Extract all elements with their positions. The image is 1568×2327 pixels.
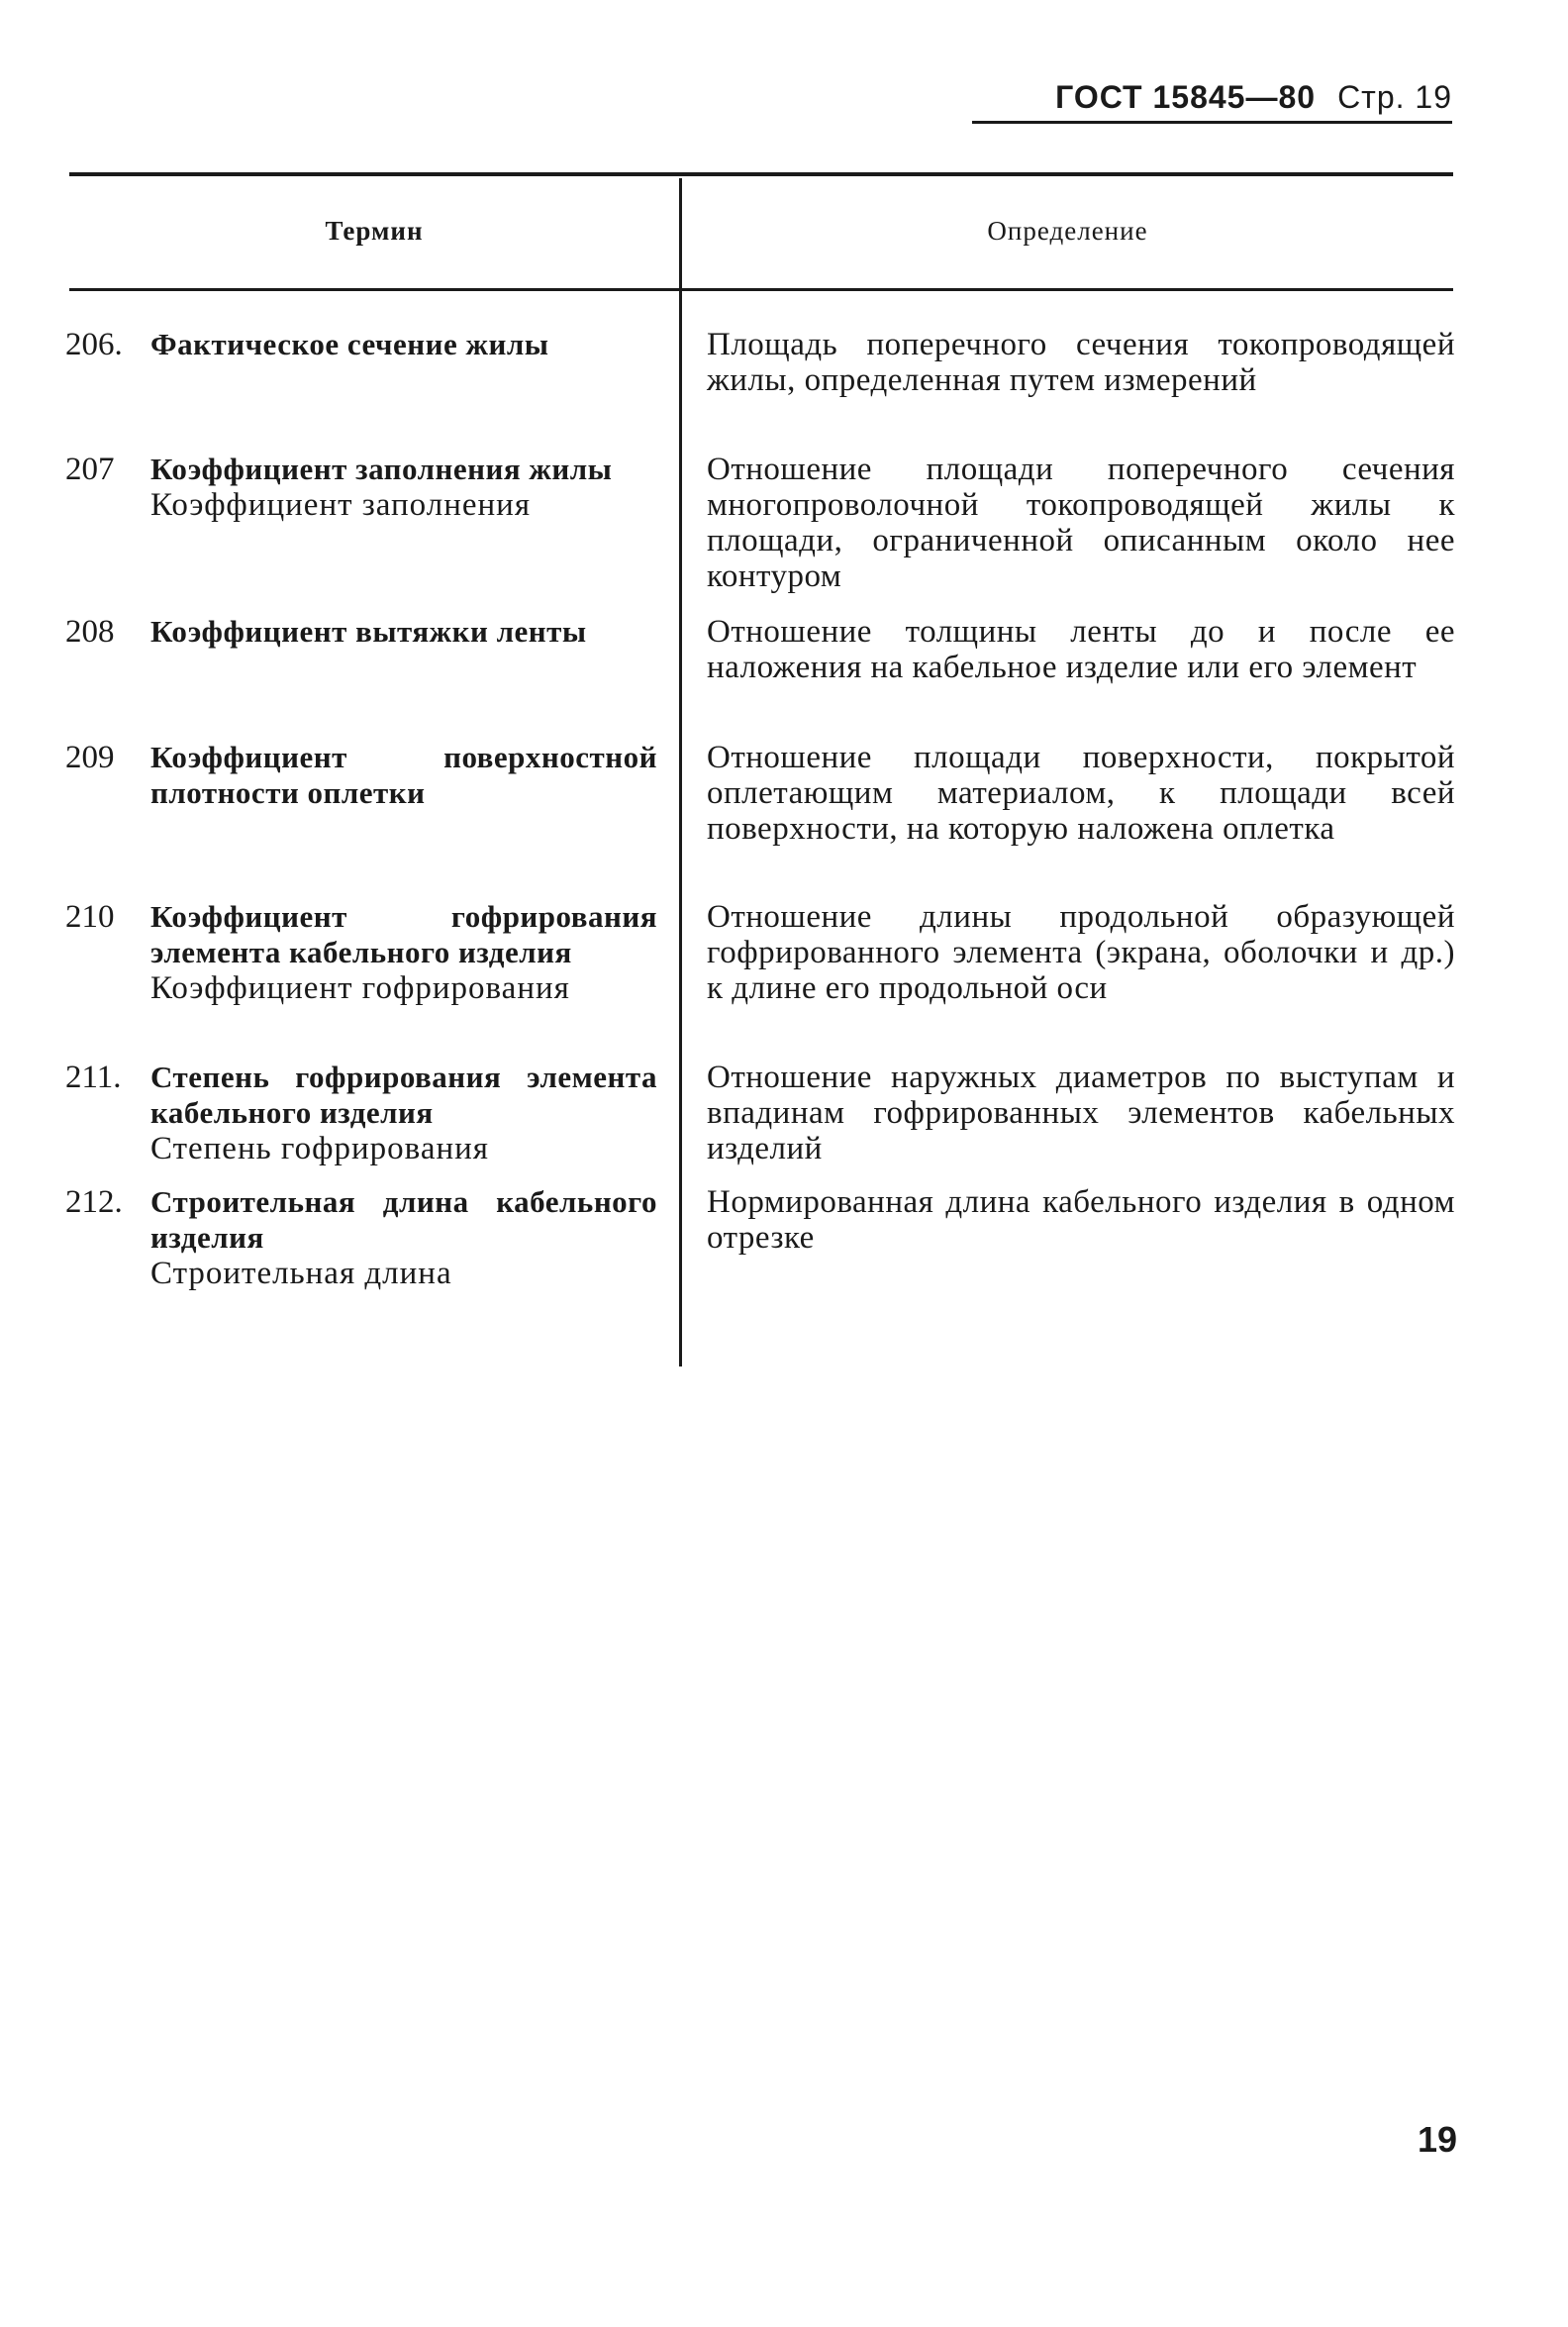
column-header-definition: Определение [987,216,1148,246]
term-short-form: Коэффициент заполнения [150,487,532,523]
term-number: 212. [65,1184,123,1220]
term-definition: Отношение площади поперечного сечения многопроволочной токопроводящей жилы к площади, ограниченной описанным около нее контуром [707,452,1455,594]
term-text: Коэффициент гофрирования элемента кабельного изделия [150,899,657,969]
term-definition: Отношение площади поверхности, покрытой оплетающим материалом, к площади всей поверхности, на которую наложена оплетка [707,740,1455,847]
term-short-form: Строительная длина [150,1256,452,1291]
term-definition: Отношение толщины ленты до и после ее наложения на кабельное изделие или его элемент [707,614,1455,685]
term-number: 209 [65,740,115,775]
header-bottom-rule [69,288,1453,291]
term-number: 206. [65,327,123,362]
term-definition: Нормированная длина кабельного изделия в одном отрезке [707,1184,1455,1256]
term-name [150,740,657,811]
term-short-form: Степень гофрирования [150,1131,489,1166]
term-definition: Отношение длины продольной образующей гофрированного элемента (экрана, оболочки и др.) к длине его продольной оси [707,899,1455,1006]
column-divider [679,178,682,1366]
term-text: Коэффициент вытяжки ленты [150,614,587,649]
term-short-form: Коэффициент гофрирования [150,970,570,1006]
column-header-term: Термин [325,216,424,246]
term-text: Фактическое сечение жилы [150,327,549,361]
term-text: Степень гофрирования элемента кабельного изделия [150,1060,657,1130]
page-header [972,77,1452,124]
term-text: Строительная длина кабельного изделия [150,1184,657,1255]
page-label: Стр. 19 [1337,79,1452,115]
term-number: 208 [65,614,115,650]
table-top-rule [69,172,1453,176]
standard-designation: ГОСТ 15845—80 [1055,79,1317,115]
term-name [150,1060,657,1166]
term-name [150,327,657,362]
term-number: 207 [65,452,115,487]
term-number: 210 [65,899,115,935]
term-name [150,452,657,523]
term-number: 211. [65,1060,122,1095]
page-number: 19 [1417,2119,1457,2160]
term-name [150,899,657,1006]
term-text: Коэффициент заполнения жилы [150,452,613,486]
term-definition: Площадь поперечного сечения токопроводящей жилы, определенная путем измерений [707,327,1455,398]
term-name [150,614,657,650]
term-text: Коэффициент поверхностной плотности оплетки [150,740,657,810]
term-name [150,1184,657,1291]
term-definition: Отношение наружных диаметров по выступам и впадинам гофрированных элементов кабельных изделий [707,1060,1455,1166]
